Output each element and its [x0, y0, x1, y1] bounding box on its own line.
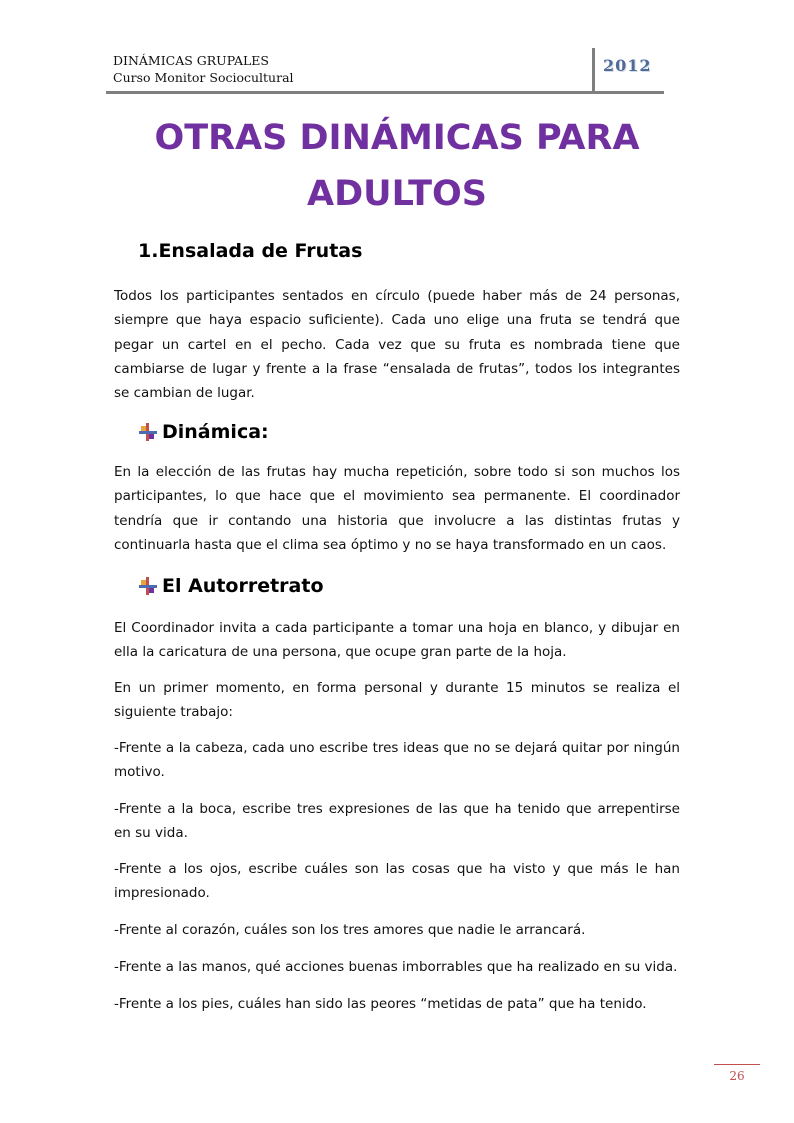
page-title-line-2: ADULTOS [307, 174, 487, 214]
subheading-dinamica-label: Dinámica: [162, 421, 269, 443]
paragraph-ensalada: Todos los participantes sentados en círculo (puede haber más de 24 personas, siempre que haya espacio suficiente). Cada uno elige una fruta se tendrá que pegar un cartel en el pecho. Cada vez que su fruta es nombrada tiene que cambiarse de lugar y frente a la frase “ensalada de frutas”, todos los integrantes se cambian de lugar. [114, 288, 680, 402]
paragraph-frente-manos: -Frente a las manos, qué acciones buenas imborrables que ha realizado en su vida. [114, 959, 678, 975]
paragraph-dinamica: En la elección de las frutas hay mucha repetición, sobre todo si son muchos los participantes, lo que hace que el movimiento sea permanente. El coordinador tendría que ir contando una historia que involucre a las distintas frutas y continuarla hasta que el clima sea óptimo y no se haya transformado en un caos. [114, 464, 680, 553]
bullet-cross-icon [138, 576, 158, 596]
section-heading-ensalada: 1.Ensalada de Frutas [138, 240, 363, 262]
footer-rule [714, 1064, 760, 1065]
page-title [114, 110, 680, 222]
header-vertical-divider [592, 48, 595, 92]
page-number: 26 [729, 1069, 745, 1083]
subheading-dinamica [138, 421, 269, 443]
bullet-cross-icon [138, 422, 158, 442]
header-document-title: DINÁMICAS GRUPALES [113, 53, 269, 68]
subheading-autorretrato [138, 575, 324, 597]
paragraph-autorretrato-step: En un primer momento, en forma personal y durante 15 minutos se realiza el siguiente trabajo: [114, 680, 680, 721]
paragraph-frente-corazon: -Frente al corazón, cuáles son los tres amores que nadie le arrancará. [114, 922, 586, 938]
paragraph-frente-ojos: -Frente a los ojos, escribe cuáles son las cosas que ha visto y que más le han impresionado. [114, 861, 680, 902]
paragraph-frente-pies: -Frente a los pies, cuáles han sido las peores “metidas de pata” que ha tenido. [114, 996, 647, 1012]
paragraph-frente-cabeza: -Frente a la cabeza, cada uno escribe tres ideas que no se dejará quitar por ningún motivo. [114, 740, 680, 781]
paragraph-frente-boca: -Frente a la boca, escribe tres expresiones de las que ha tenido que arrepentirse en su vida. [114, 801, 680, 842]
page-header [106, 48, 664, 94]
page-title-line-1: OTRAS DINÁMICAS PARA [154, 118, 640, 158]
header-course-name: Curso Monitor Sociocultural [113, 70, 294, 85]
subheading-autorretrato-label: El Autorretrato [162, 575, 324, 597]
paragraph-autorretrato-intro: El Coordinador invita a cada participante a tomar una hoja en blanco, y dibujar en ella la caricatura de una persona, que ocupe gran parte de la hoja. [114, 620, 680, 661]
header-year: 2012 [603, 56, 652, 75]
header-horizontal-rule [106, 91, 664, 94]
header-text [113, 52, 294, 86]
